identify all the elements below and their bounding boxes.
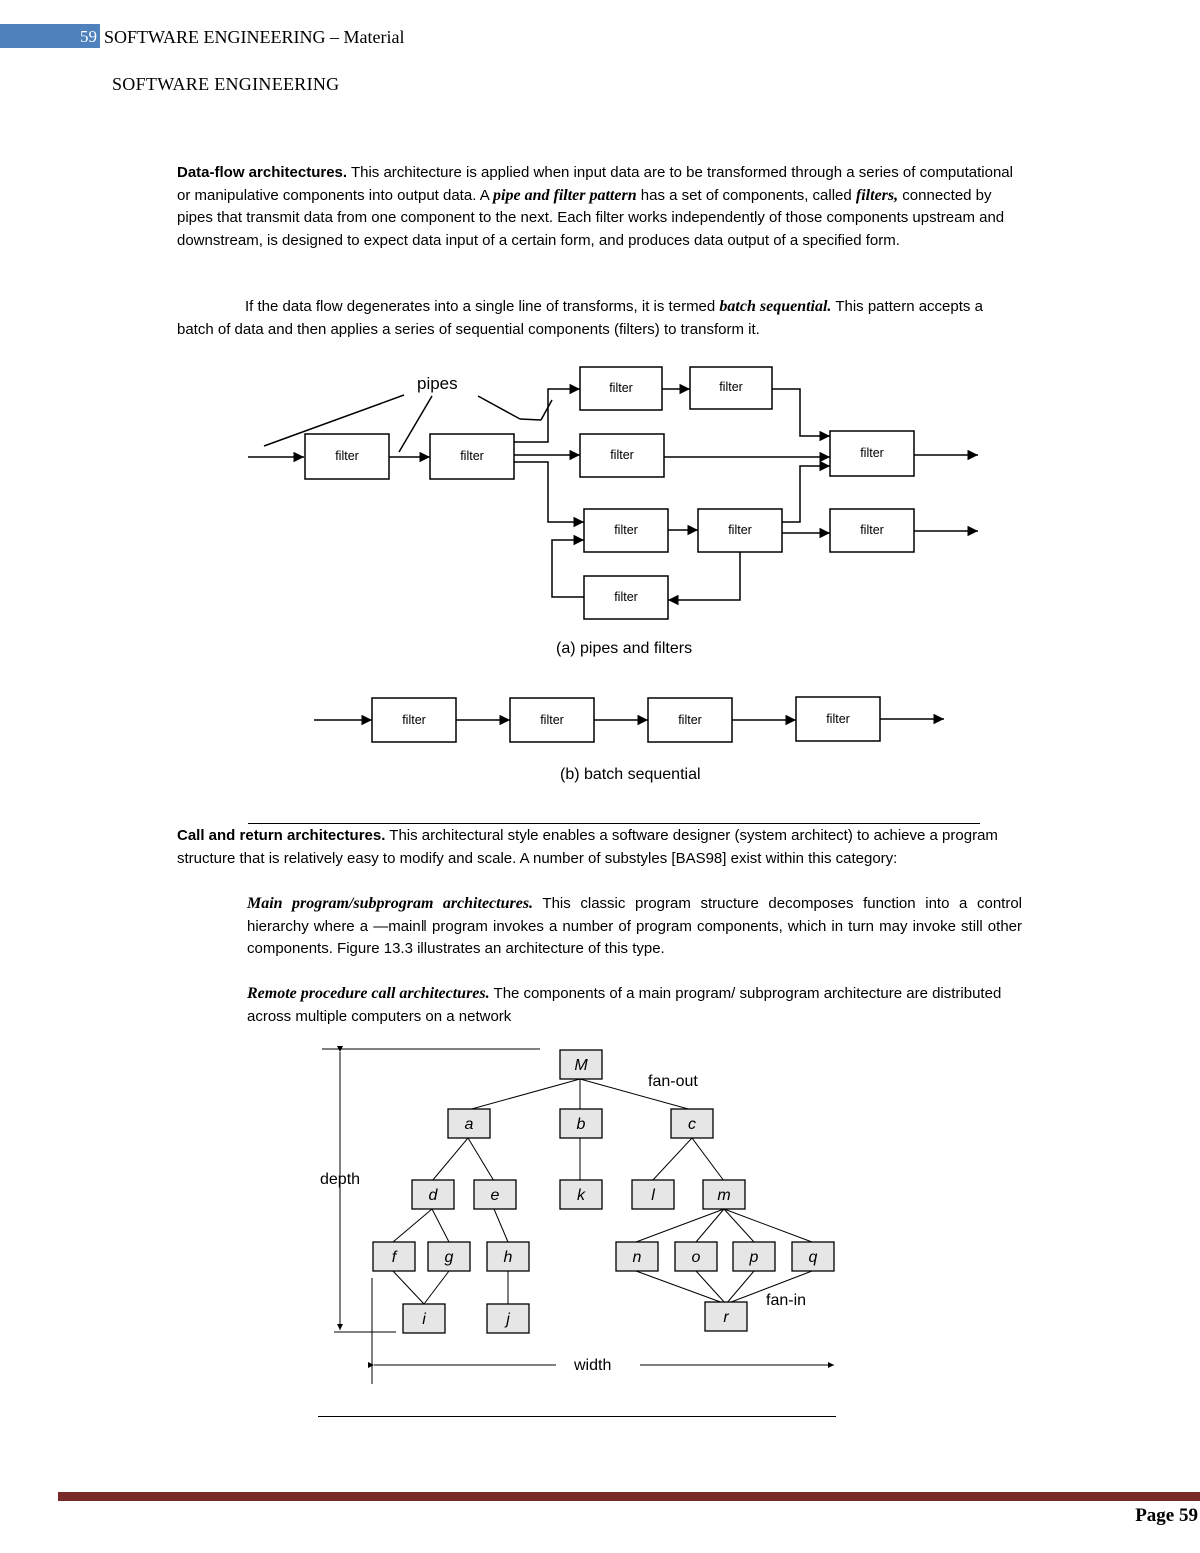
pipes-filter-boxes (305, 367, 914, 619)
call-return-paragraph (177, 825, 1007, 870)
filter-label: filter (610, 448, 634, 462)
filter-label: filter (402, 713, 426, 727)
node-j: j (506, 1311, 510, 1328)
node-f: f (391, 1249, 397, 1266)
node-n: n (632, 1249, 642, 1266)
pipes-and-filters-figure (248, 389, 978, 600)
call-return-heading: Call and return architectures. (177, 827, 386, 844)
rpc-term: Remote procedure call architectures. (247, 985, 490, 1002)
node-m: m (717, 1187, 731, 1204)
rpc-item (247, 983, 1007, 1028)
filter-label: filter (860, 446, 884, 460)
filter-label: filter (460, 449, 484, 463)
node-q: q (808, 1249, 818, 1266)
node-p: p (749, 1249, 759, 1266)
batch-text-1: If the data flow degenerates into a single line of transforms, it is termed (245, 298, 720, 315)
fan-out-label: fan-out (648, 1073, 698, 1090)
node-e: e (490, 1187, 500, 1204)
filter-label: filter (614, 590, 638, 604)
filter-label: filter (678, 713, 702, 727)
header-title: SOFTWARE ENGINEERING – Material (104, 27, 405, 47)
main-subprogram-term: Main program/subprogram architectures. (247, 895, 534, 912)
filter-label: filter (860, 523, 884, 537)
filter-label: filter (335, 449, 359, 463)
node-l: l (651, 1187, 655, 1204)
tree-node-labels (392, 1057, 818, 1328)
dataflow-text-3: connected by pipes that transmit data from one component to the next. Each filter works independently of those components upstream and downstream, is designed to expect data input of a certain form, and produces data output of a specified form. (177, 186, 1005, 249)
footer-page-number: Page 59 (1135, 1505, 1198, 1526)
node-M: M (574, 1057, 588, 1074)
fan-in-label: fan-in (766, 1292, 807, 1309)
pipes-filter-labels (335, 380, 884, 604)
document-subtitle: SOFTWARE ENGINEERING (112, 74, 340, 94)
filters-term: filters, (855, 186, 899, 204)
node-k: k (577, 1187, 585, 1204)
node-r: r (723, 1309, 729, 1326)
figure-top-rule (248, 823, 980, 824)
dataflow-heading: Data-flow architectures. (177, 164, 348, 181)
main-subprogram-item (247, 893, 1022, 961)
node-h: h (503, 1249, 513, 1266)
filter-label: filter (826, 712, 850, 726)
tree-dimension-lines (322, 1049, 834, 1384)
dataflow-text-1: This architecture is applied when input data are to be transformed through a series of computational or manipulative components into output data. A (177, 164, 1013, 204)
filter-label: filter (614, 523, 638, 537)
filter-label: filter (609, 381, 633, 395)
tree-node-boxes (373, 1050, 834, 1333)
figure-bottom-rule (318, 1416, 836, 1417)
node-d: d (428, 1187, 438, 1204)
filter-label: filter (728, 523, 752, 537)
header-page-number: 59 (80, 27, 97, 46)
depth-label: depth (320, 1171, 361, 1188)
node-o: o (691, 1249, 701, 1266)
node-a: a (464, 1116, 474, 1133)
batch-text-2: This pattern accepts a batch of data and then applies a series of sequential components (filters) to transform it. (177, 298, 983, 338)
dataflow-text-2: has a set of components, called (636, 186, 856, 204)
caption-batch-sequential: (b) batch sequential (560, 766, 701, 783)
call-return-text: This architectural style enables a software designer (system architect) to achieve a program structure that is relatively easy to modify and scale. A number of substyles [BAS98] exist within this category: (177, 827, 998, 867)
caption-pipes-and-filters: (a) pipes and filters (556, 640, 693, 657)
pipes-label: pipes (417, 374, 458, 393)
node-i: i (422, 1311, 426, 1328)
node-g: g (444, 1249, 454, 1266)
footer-bar (58, 1492, 1200, 1501)
filter-label: filter (719, 380, 743, 394)
rpc-text: The components of a main program/ subprogram architecture are distributed across multiple computers on a network (247, 985, 1002, 1025)
batch-sequential-term: batch sequential. (719, 298, 832, 315)
node-b: b (576, 1116, 586, 1133)
main-subprogram-text: This classic program structure decomposes function into a control hierarchy where a ―main‖ program invokes a number of program components, which in turn may invoke still other components. Figure 13.3 illustrates an architecture of this type. (247, 895, 1023, 957)
width-label: width (574, 1357, 612, 1374)
node-c: c (688, 1116, 696, 1133)
pipe-filter-term: pipe and filter pattern (493, 186, 637, 204)
filter-label: filter (540, 713, 564, 727)
